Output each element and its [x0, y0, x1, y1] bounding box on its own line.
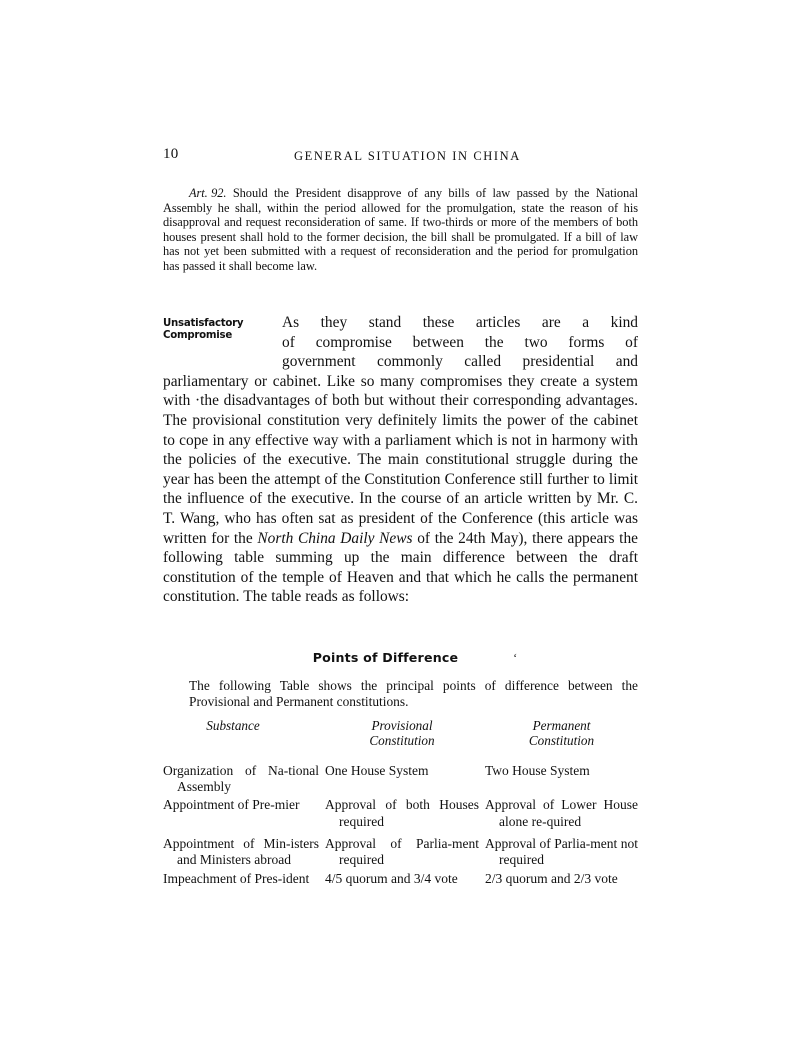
points-of-difference-table	[163, 718, 638, 889]
page-number: 10	[163, 146, 179, 162]
newspaper-title: North China Daily News	[257, 529, 413, 547]
cell-permanent: 2/3 quorum and 2/3 vote	[485, 870, 618, 886]
cell-permanent: Two House System	[485, 762, 590, 778]
body-line-2: of compromise between the two forms of	[282, 333, 638, 351]
quoted-article-paragraph	[163, 186, 638, 274]
cell-substance: Organization of Na-tional Assembly	[163, 762, 319, 795]
main-body-paragraph	[163, 313, 638, 607]
marginal-note-line-2: Compromise	[163, 329, 232, 341]
table-header-row	[163, 718, 638, 763]
table-row	[163, 763, 638, 796]
table-row	[163, 797, 638, 830]
section-heading: Points of Difference	[312, 650, 459, 665]
cell-substance: Appointment of Min-isters and Ministers abroad	[163, 836, 319, 868]
body-final-text: of the 24th May), there appears the following table summing up the main difference between the draft constitution of the temple of Heaven and that which he calls the permanent constitution. The table reads as follows:	[163, 529, 638, 606]
stray-ink-mark: ‘	[513, 650, 518, 665]
cell-substance: Appointment of Pre-mier	[163, 797, 300, 813]
running-head	[163, 146, 638, 166]
cell-permanent: Approval of Parlia-ment not required	[485, 836, 638, 868]
table-row	[163, 871, 638, 887]
cell-provisional: Approval of Parlia-ment required	[325, 836, 479, 868]
cell-permanent: Approval of Lower House alone re-quired	[485, 797, 638, 829]
column-header-substance: Substance	[206, 718, 260, 733]
table-body	[163, 763, 638, 887]
cell-substance: Impeachment of Pres-ident	[163, 870, 310, 886]
body-continuation-text: parliamentary or cabinet. Like so many compromises they create a system with ·the disadvantages of both but without their corresponding advantages. The provisional constitution very definitely limits the power of the cabinet to cope in any effective way with a parliament which is not in harmony with the policies of the executive. The main constitutional struggle during the year has been the attempt of the Constitution Conference still further to limit the influence of the executive. In the course of an article written by Mr. C. T. Wang, who has often sat as president of the Conference (this article was written for the	[163, 372, 638, 547]
body-line-3: government commonly called presidential and	[282, 353, 638, 371]
column-header-permanent: Permanent Constitution	[528, 718, 595, 749]
article-body-text: Should the President disapprove of any bills of law passed by the National Assembly he shall, within the period allowed for the promulgation, state the reason of his disapproval and request reconsideration of same. If two-thirds or more of the members of both houses present shall hold to the former decision, the bill shall be promulgated. If a bill of law has not yet been submitted with a request of reconsideration and the period for promulgation has passed it shall become law.	[163, 186, 638, 273]
cell-provisional: 4/5 quorum and 3/4 vote	[325, 870, 458, 886]
table-intro-text: The following Table shows the principal points of difference between the Provisional and Permanent constitutions.	[189, 678, 638, 710]
running-head-title: GENERAL SITUATION IN CHINA	[294, 149, 521, 163]
article-number-label: Art. 92.	[189, 186, 227, 200]
body-line-1: As they stand these articles are a kind	[282, 314, 638, 331]
cell-provisional: Approval of both Houses required	[325, 797, 479, 829]
marginal-note-line-1: Unsatisfactory	[163, 318, 244, 329]
table-intro-paragraph	[163, 678, 638, 710]
column-header-provisional: Provisional Constitution	[369, 718, 435, 749]
cell-provisional: One House System	[325, 762, 429, 778]
table-row	[163, 836, 638, 869]
